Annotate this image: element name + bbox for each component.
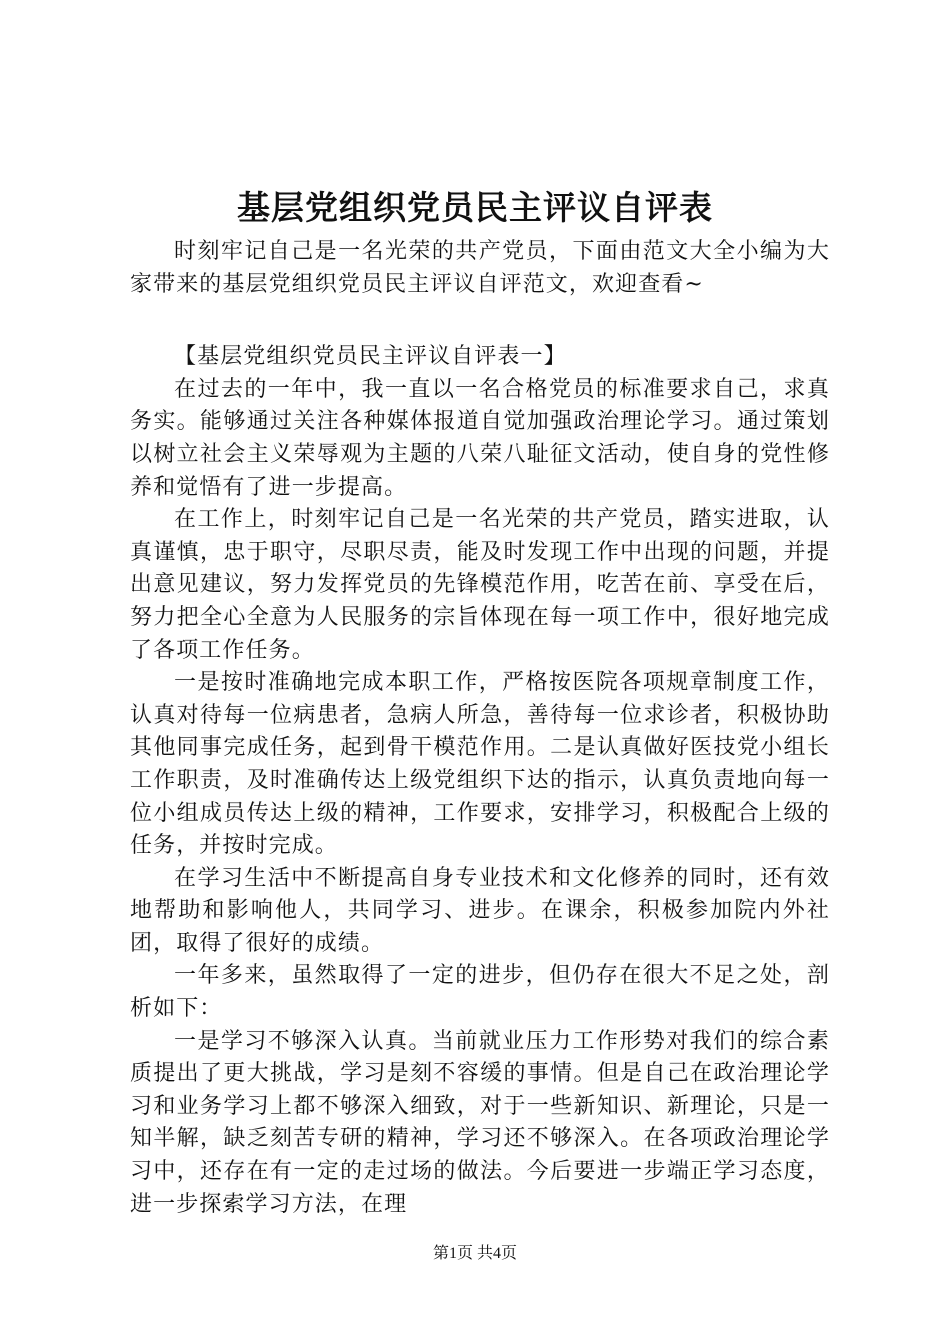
section-heading: 【基层党组织党员民主评议自评表一】 (174, 344, 567, 370)
page-footer: 第1页 共4页 (432, 1245, 517, 1262)
body-paragraph: 一年多来，虽然取得了一定的进步，但仍存在很大不足之处，剖析如下： (130, 963, 830, 1022)
body-paragraph: 一是学习不够深入认真。当前就业压力工作形势对我们的综合素质提出了更大挑战，学习是刻不容缓的事情。但是自己在政治理论学习和业务学习上都不够深入细致，对于一些新知识、新理论，只是一知半解，缺乏刻苦专研的精神，学习还不够深入。在各项政治理论学习中，还存在有一定的走过场的做法。今后要进一步端正学习态度，进一步探索学习方法，在理 (130, 1028, 830, 1217)
body-paragraph: 在工作上，时刻牢记自己是一名光荣的共产党员，踏实进取，认真谨慎，忠于职守，尽职尽责，能及时发现工作中出现的问题，并提出意见建议，努力发挥党员的先锋模范作用，吃苦在前、享受在后，努力把全心全意为人民服务的宗旨体现在每一项工作中，很好地完成了各项工作任务。 (130, 507, 830, 663)
body-paragraph: 一是按时准确地完成本职工作，严格按医院各项规章制度工作，认真对待每一位病患者，急病人所急，善待每一位求诊者，积极协助其他同事完成任务，起到骨干模范作用。二是认真做好医技党小组长工作职责，及时准确传达上级党组织下达的指示，认真负责地向每一位小组成员传达上级的精神，工作要求，安排学习，积极配合上级的任务，并按时完成。 (130, 670, 830, 859)
intro-paragraph: 时刻牢记自己是一名光荣的共产党员，下面由范文大全小编为大家带来的基层党组织党员民主评议自评范文，欢迎查看~ (130, 239, 830, 297)
body-paragraph: 在过去的一年中，我一直以一名合格党员的标准要求自己，求真务实。能够通过关注各种媒体报道自觉加强政治理论学习。通过策划以树立社会主义荣辱观为主题的八荣八耻征文活动，使自身的党性修养和觉悟有了进一步提高。 (130, 376, 830, 500)
document-title: 基层党组织党员民主评议自评表 (237, 188, 713, 227)
body-paragraph: 在学习生活中不断提高自身专业技术和文化修养的同时，还有效地帮助和影响他人，共同学习、进步。在课余，积极参加院内外社团，取得了很好的成绩。 (130, 865, 830, 956)
document-body (130, 236, 830, 1221)
